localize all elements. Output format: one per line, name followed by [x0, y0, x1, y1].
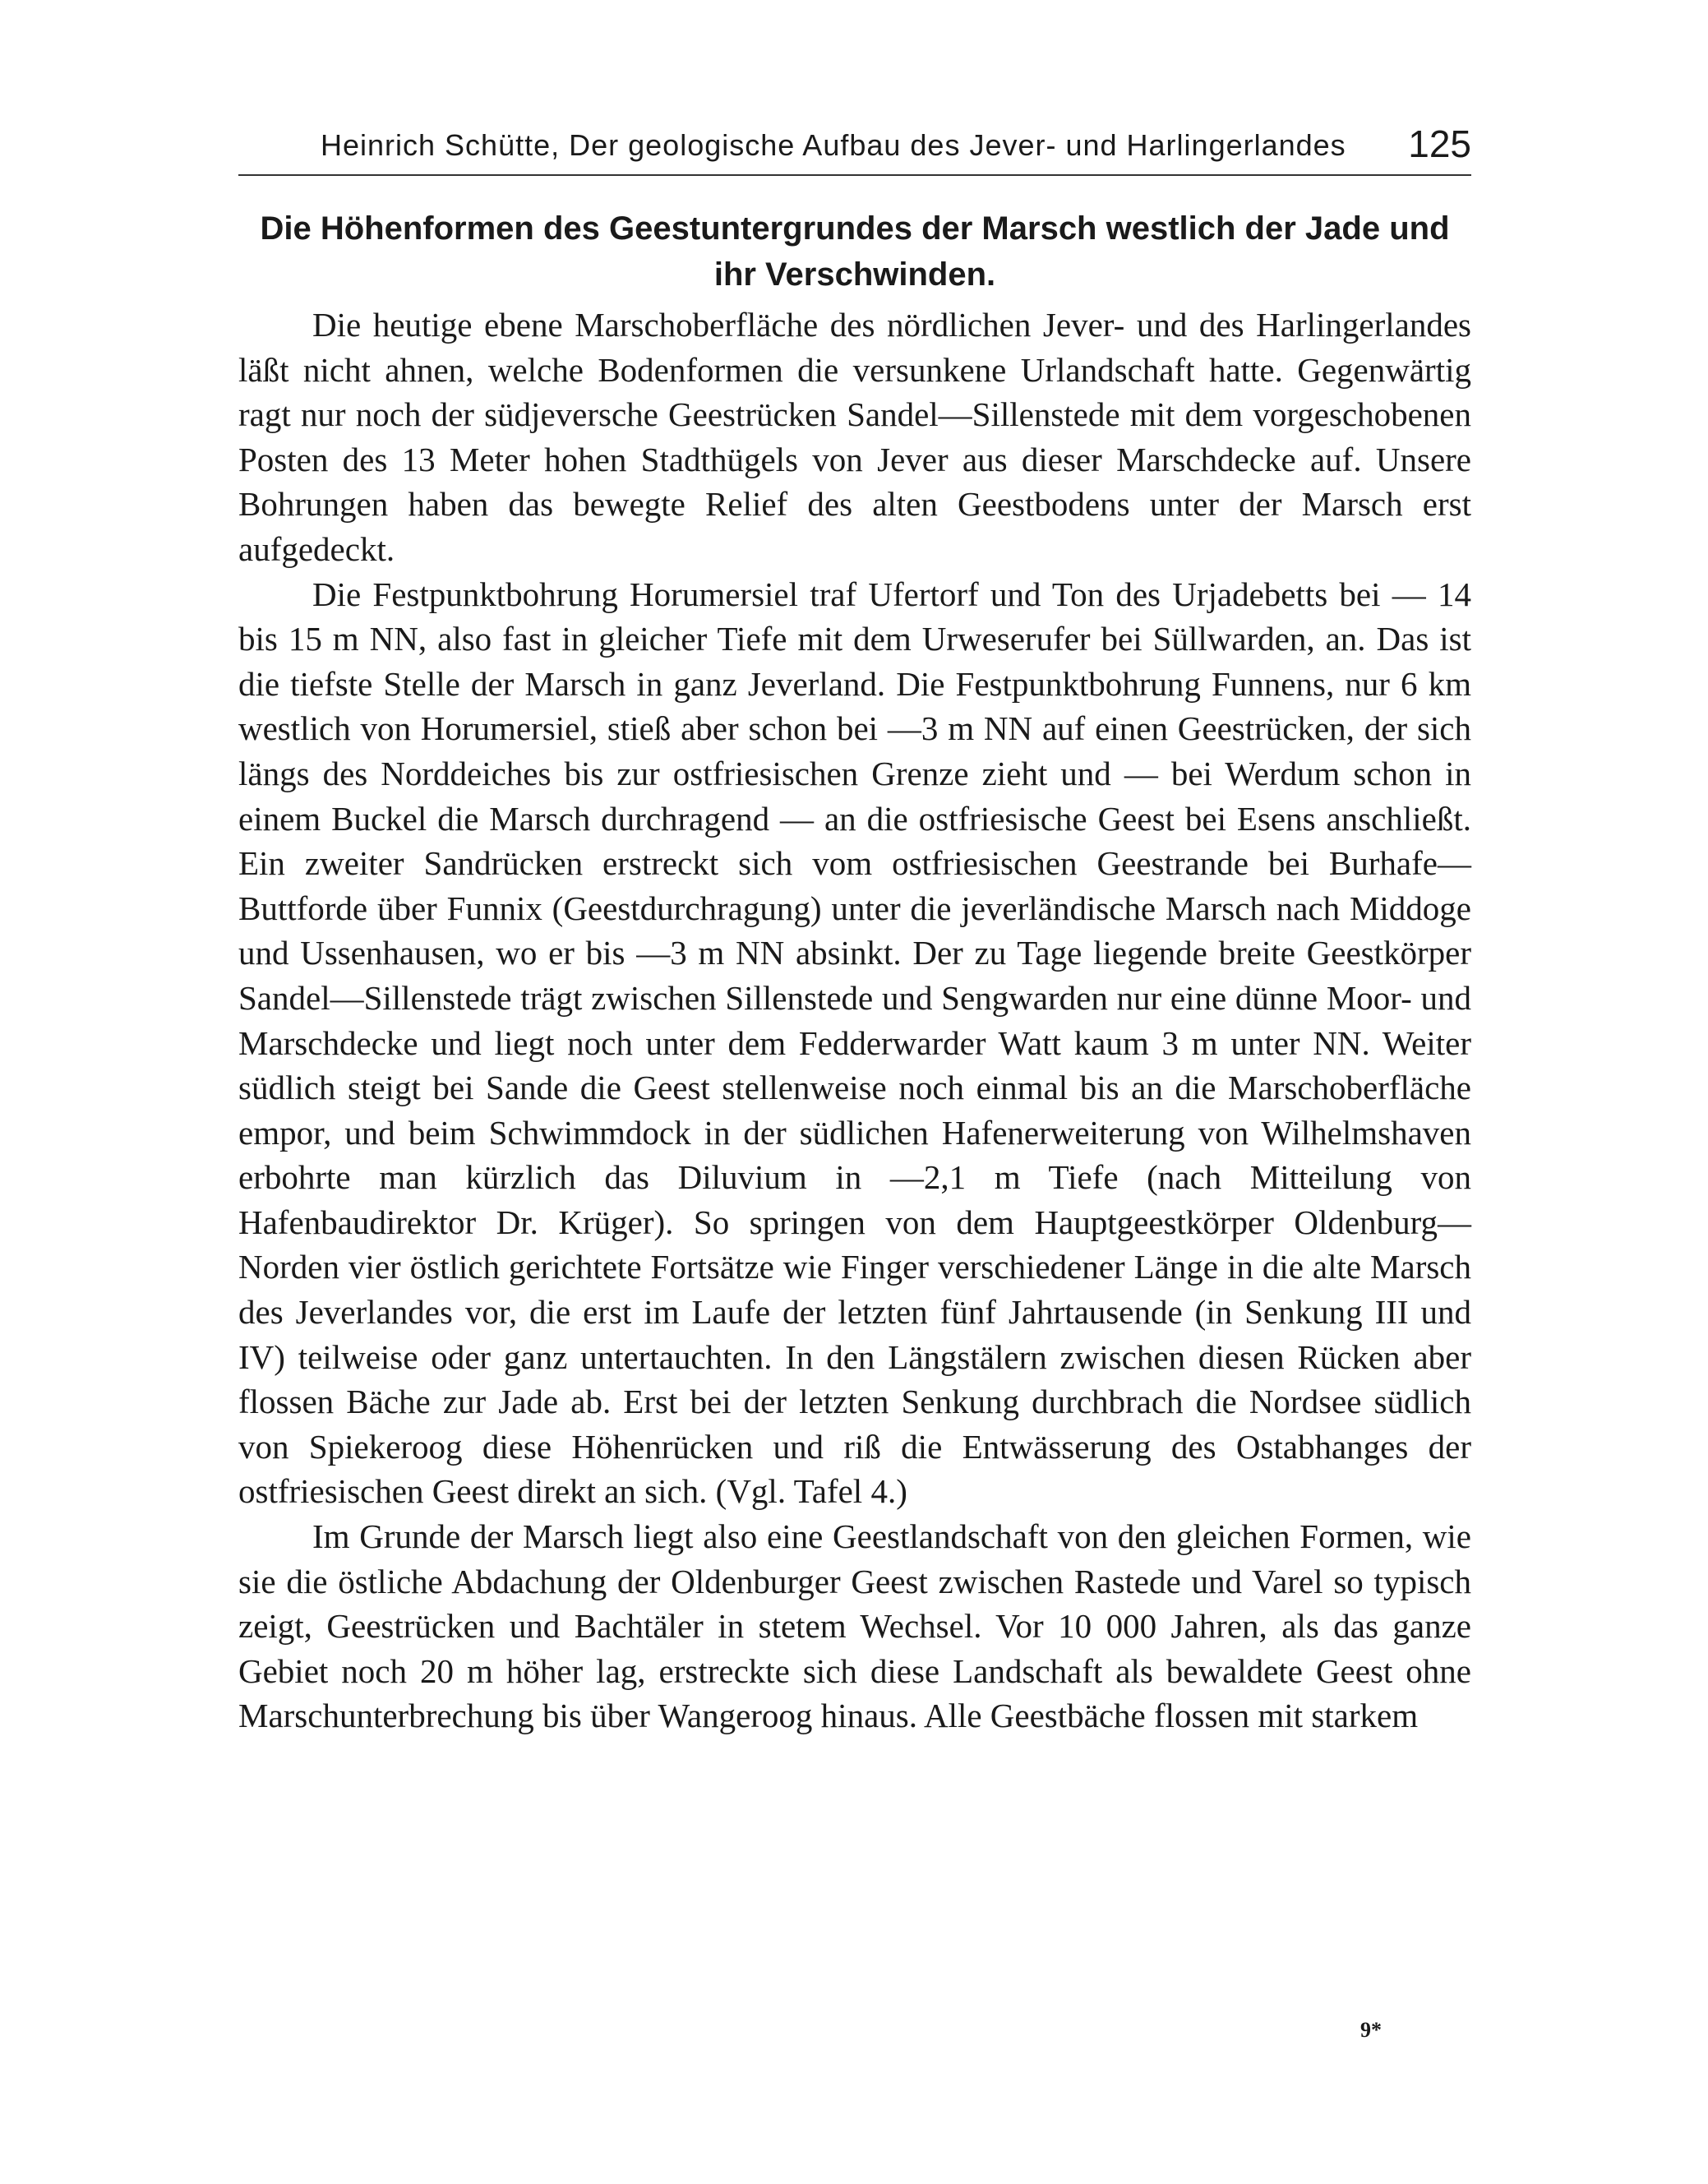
paragraph-3: Im Grunde der Marsch liegt also eine Geestlandschaft von den gleichen Formen, wie sie die östliche Abdachung der Oldenburger Geest zwischen Rastede und Varel so typisch zeigt, Geestrücken und Bachtäler in stetem Wechsel. Vor 10 000 Jahren, als das ganze Gebiet noch 20 m höher lag, erstreckte sich diese Landschaft als bewaldete Geest ohne Marschunterbrechung bis über Wangeroog hinaus. Alle Geestbäche flossen mit starkem: [238, 1517, 1471, 1735]
signature-mark: 9*: [1360, 2018, 1382, 2042]
paragraph-2: Die Festpunktbohrung Horumersiel traf Ufertorf und Ton des Urjadebetts bei — 14 bis 15 m NN, also fast in gleicher Tiefe mit dem Urweserufer bei Süllwarden, an. Das ist die tiefste Stelle der Marsch in ganz Jeverland. Die Festpunktbohrung Funnens, nur 6 km westlich von Horumersiel, stieß aber schon bei —3 m NN auf einen Geestrücken, der sich längs des Norddeiches bis zur ostfriesischen Grenze zieht und — bei Werdum schon in einem Buckel die Marsch durchragend — an die ostfriesische Geest bei Esens anschließt. Ein zweiter Sandrücken erstreckt sich vom ostfriesischen Geestrande bei Burhafe—Buttforde über Funnix (Geestdurchragung) unter die jeverländische Marsch nach Middoge und Ussenhausen, wo er bis —3 m NN absinkt. Der zu Tage liegende breite Geestkörper Sandel—Sillenstede trägt zwischen Sillenstede und Sengwarden nur eine dünne Moor- und Marschdecke und liegt noch unter dem Fedderwarder Watt kaum 3 m unter NN. Weiter südlich steigt bei Sande die Geest stellenweise noch einmal bis an die Marschoberfläche empor, und beim Schwimmdock in der südlichen Hafenerweiterung von Wilhelmshaven erbohrte man kürzlich das Diluvium in —2,1 m Tiefe (nach Mitteilung von Hafenbaudirektor Dr. Krüger). So springen von dem Hauptgeestkörper Oldenburg—Norden vier östlich gerichtete Fortsätze wie Finger verschiedener Länge in die alte Marsch des Jeverlandes vor, die erst im Laufe der letzten fünf Jahrtausende (in Senkung III und IV) teilweise oder ganz untertauchten. In den Längstälern zwischen diesen Rücken aber flossen Bäche zur Jade ab. Erst bei der letzten Senkung durchbrach die Nordsee südlich von Spiekeroog diese Höhenrücken und riß die Entwässerung des Ostabhanges der ostfriesischen Geest direkt an sich. (Vgl. Tafel 4.): [238, 575, 1471, 1511]
running-title: Heinrich Schütte, Der geologische Aufbau des Jever- und Harlingerlandes: [321, 128, 1346, 162]
main-content: [238, 205, 1471, 1738]
paragraph-1: Die heutige ebene Marschoberfläche des nördlichen Jever- und des Harlingerlandes läßt nicht ahnen, welche Bodenformen die versunkene Urlandschaft hatte. Gegenwärtig ragt nur noch der südjeversche Geestrücken Sandel—Sillenstede mit dem vorgeschobenen Posten des 13 Meter hohen Stadthügels von Jever aus dieser Marschdecke auf. Unsere Bohrungen haben das bewegte Relief des alten Geestbodens unter der Marsch erst aufgedeckt.: [238, 306, 1471, 568]
header-rule: [238, 174, 1471, 176]
running-head: [238, 122, 1471, 171]
page-number: 125: [1408, 122, 1471, 165]
section-heading: Die Höhenformen des Geestuntergrundes der Marsch westlich der Jade und ihr Verschwinden.: [260, 210, 1450, 293]
